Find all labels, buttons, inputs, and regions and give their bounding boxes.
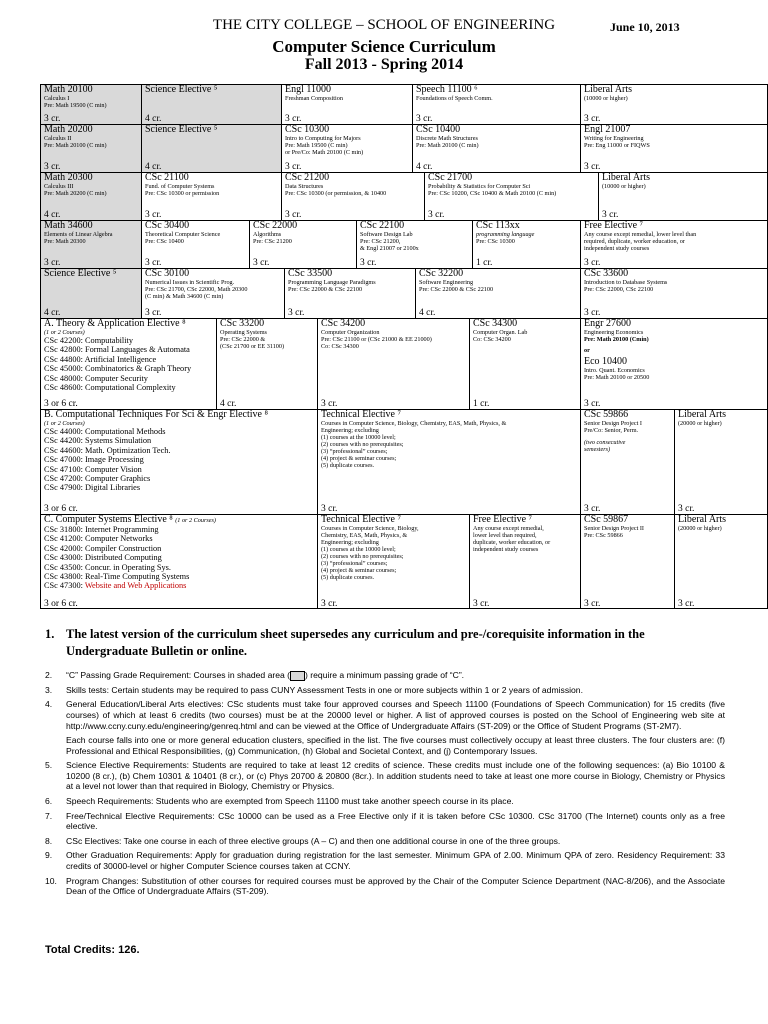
course-prereq: Pre: CSc 22000 & CSc 22100 <box>419 286 494 293</box>
course-cell-science-elective <box>41 269 142 319</box>
course-title: CSc 34200 <box>321 319 366 329</box>
course-prereq: or Pre/Co: Math 20100 (C min) <box>285 149 364 156</box>
course-desc: Any course except remedial, lower level than <box>584 231 697 238</box>
course-cell-free-elective <box>470 515 581 609</box>
note-1: 1. The latest version of the curriculum sheet supersedes any curriculum and pre-/corequisite information in the Undergraduate Bulletin or online. <box>45 627 645 658</box>
shaded-area-swatch <box>290 671 305 681</box>
course-cell-csc-21700 <box>425 173 599 221</box>
note-9: 9. Other Graduation Requirements: Apply for graduation during registration for the last semester. Minimum GPA of 2.00. Minimum QPA of zero. Residency Requirement: 33 credits of 30000-level or higher Computer Science courses taken at CCNY. <box>45 850 725 872</box>
course-cell-math-20200 <box>41 125 142 173</box>
course-title: CSc 30100 <box>145 269 190 279</box>
course-credits: 3 cr. <box>321 504 338 514</box>
course-prereq: Pre: Math 20300 <box>44 238 86 245</box>
course-credits: 3 cr. <box>145 258 162 268</box>
course-cell-science-elective <box>142 125 282 173</box>
course-note: (two consecutive <box>584 439 626 446</box>
course-credits: 3 cr. <box>145 210 162 220</box>
course-title: CSc 33200 <box>220 319 265 329</box>
course-credits: 4 cr. <box>145 162 162 172</box>
group-course-item: CSc 47200: Computer Graphics <box>44 474 151 484</box>
course-desc: (1) courses at the 10000 level; <box>321 546 396 553</box>
course-title: CSc 34300 <box>473 319 518 329</box>
course-cell-csc-59866 <box>581 410 675 515</box>
course-credits: 3 cr. <box>678 504 695 514</box>
course-title: Engr 27600 <box>584 319 631 329</box>
course-title: CSc 10300 <box>285 125 330 135</box>
course-cell-csc-30100 <box>142 269 285 319</box>
course-desc: Theoretical Computer Science <box>145 231 221 238</box>
course-cell-csc-10300 <box>282 125 413 173</box>
course-credits: 3 cr. <box>416 114 433 124</box>
course-desc: Senior Design Project I <box>584 420 642 427</box>
course-cell-csc-32200 <box>416 269 581 319</box>
course-desc: required, duplicate, worker education, or <box>584 238 685 245</box>
course-desc: Numerical Issues in Scientific Prog. <box>145 279 235 286</box>
course-prereq: (C min) & Math 34600 (C min) <box>145 293 224 300</box>
note-4: 4. General Education/Liberal Arts electives: CSc students must take four approved courses and Speech 11100 (Foundations of Speech Communication) for 15 credits (five courses) of which at least 6 credits (two courses) must be at the 20000 level or higher. A list of approved courses is posted on the School of Engineering web site at http://www.ccny.cuny.edu/engineering/genreq.html and can be viewed at the Office of Undergraduate Affairs (ST-209) or the Office of Student Programs (ST-2M7). Each course falls into one or more general education clusters, specified in the list. The five courses must collectively occupy at least three clusters. The four clusters are: (f) Professional and Ethical Responsibilities, (g) Communication, (h) Global and Societal Context, and (j) Contemporary Issues. <box>45 699 725 756</box>
group-course-item: CSc 44800: Artificial Intelligence <box>44 354 157 364</box>
course-desc: (2) courses with no prerequisites; <box>321 553 404 560</box>
course-prereq: Pre: CSc 10400 <box>145 238 184 245</box>
course-cell-csc-21100 <box>142 173 282 221</box>
note-6: 6. Speech Requirements: Students who are exempted from Speech 11100 must take another speech course in its place. <box>45 796 514 807</box>
course-prereq: Pre: CSc 22000 & CSc 22100 <box>288 286 363 293</box>
course-credits: 3 cr. <box>285 114 302 124</box>
course-desc: programming language <box>476 231 535 238</box>
course-credits: 4 cr. <box>145 114 162 124</box>
sheet-date: June 10, 2013 <box>610 20 680 34</box>
group-course-item: CSc 43500: Concur. in Operating Sys. <box>44 562 171 572</box>
course-credits: 3 cr. <box>428 210 445 220</box>
course-cell-csc-21200 <box>282 173 425 221</box>
group-course-item: CSc 44000: Computational Methods <box>44 427 166 436</box>
course-title: CSc 59866 <box>584 410 629 420</box>
course-title: CSc 30400 <box>145 221 190 231</box>
course-cell-csc-22000 <box>250 221 357 269</box>
course-cell-csc-59867 <box>581 515 675 609</box>
course-title: Liberal Arts <box>678 410 727 420</box>
course-credits: 1 cr. <box>476 258 493 268</box>
note-5: 5. Science Elective Requirements: Students are required to take at least 12 credits of science. These credits must include one of the following sequences: (a) Bio 10100 & 10200 (8 cr.), (b) Chem 10301 & 10401 (8 cr.), or (c) Phys 20700 & 20800 (8cr.). In addition students need to take at least one more course in Biology, Chemistry or Physics at a level not lower than that required in Biology, Chemistry or Physics. <box>45 760 725 792</box>
course-title: CSc 32200 <box>419 269 464 279</box>
group-course-item: CSc 47300: Website and Web Applications <box>44 581 187 591</box>
academic-years: Fall 2013 - Spring 2014 <box>304 56 464 73</box>
course-desc: Calculus I <box>44 95 70 102</box>
course-credits: 3 cr. <box>473 599 490 609</box>
course-desc: Computer Organ. Lab <box>473 329 528 336</box>
group-course-list <box>44 427 317 493</box>
course-title: Math 20200 <box>44 125 93 135</box>
course-desc: (2) courses with no prerequisites; <box>321 441 404 448</box>
course-title: Technical Elective ⁷ <box>321 410 401 420</box>
college-header: THE CITY COLLEGE – SCHOOL OF ENGINEERING <box>212 17 556 33</box>
course-title: CSc 59867 <box>584 515 629 525</box>
course-coreq: Co: CSc 34300 <box>321 343 359 350</box>
course-cell-liberal-arts <box>599 173 768 221</box>
course-desc: (20000 or higher) <box>678 525 722 532</box>
course-credits: 3 cr. <box>584 399 601 409</box>
course-title: Science Elective ⁵ <box>44 269 117 279</box>
course-cell-technical-elective <box>318 410 581 515</box>
course-cell-csc-34300 <box>470 319 581 410</box>
course-cell-csc-33200 <box>217 319 318 410</box>
course-credits: 3 cr. <box>584 504 601 514</box>
course-desc: Any course except remedial, <box>473 525 544 532</box>
course-prereq: Pre: Math 20100 or 20500 <box>584 374 650 381</box>
course-title: CSc 33500 <box>288 269 333 279</box>
course-desc: Freshman Composition <box>285 95 343 102</box>
course-desc: Introduction to Database Systems <box>584 279 668 286</box>
course-desc: Software Design Lab <box>360 231 413 238</box>
course-title: CSc 10400 <box>416 125 461 135</box>
course-desc: (5) duplicate courses. <box>321 574 375 581</box>
course-credits: 3 cr. <box>44 162 61 172</box>
course-credits: 3 cr. <box>285 162 302 172</box>
total-credits: Total Credits: 126. <box>45 944 140 956</box>
course-credits: 3 cr. <box>253 258 270 268</box>
group-course-list <box>44 525 317 581</box>
course-credits: 3 cr. <box>602 210 619 220</box>
elective-group-b <box>41 410 318 515</box>
group-course-item: CSc 44200: Systems Simulation <box>44 436 152 446</box>
course-desc: (4) project & seminar courses; <box>321 455 397 462</box>
course-prereq: Pre: CSc 22000, CSc 22100 <box>584 286 654 293</box>
course-title: Math 34600 <box>44 221 93 231</box>
group-course-item: CSc 31800: Internet Programming <box>44 525 159 534</box>
group-credits: 3 or 6 cr. <box>44 599 78 609</box>
course-cell-engl-11000 <box>282 85 413 125</box>
course-prereq: Pre: Math 20100 (Cmin) <box>584 336 649 343</box>
course-title-alt: Eco 10400 <box>584 356 628 367</box>
course-desc: Calculus II <box>44 135 72 142</box>
course-desc: Elements of Linear Algebra <box>44 231 113 238</box>
course-credits: 3 cr. <box>584 258 601 268</box>
course-cell-csc-34200 <box>318 319 470 410</box>
course-cell-science-elective <box>142 85 282 125</box>
group-course-list <box>44 336 216 392</box>
course-title: Liberal Arts <box>602 173 651 183</box>
course-prereq: Pre: CSc 21100 or (CSc 21000 & EE 21000) <box>321 336 432 343</box>
course-prereq: Pre: CSc 10200, CSc 10400 & Math 20100 (C min) <box>428 190 557 197</box>
group-course-item: CSc 47100: Computer Vision <box>44 464 142 474</box>
course-title: Free Elective ⁷ <box>473 515 533 525</box>
course-note: semesters) <box>584 446 611 453</box>
course-credits: 4 cr. <box>220 399 237 409</box>
course-cell-engl-21007 <box>581 125 768 173</box>
group-credits: 3 or 6 cr. <box>44 504 78 514</box>
group-course-item: CSc 44600: Math. Optimization Tech. <box>44 445 171 455</box>
course-credits: 3 cr. <box>44 258 61 268</box>
group-course-item: CSc 41200: Computer Networks <box>44 534 153 544</box>
group-title: C. Computer Systems Elective ⁸ (1 or 2 Courses) <box>44 515 216 525</box>
course-credits: 4 cr. <box>44 308 61 318</box>
note-10: 10. Program Changes: Substitution of other courses for required courses must be approved by the Chair of the Computer Science Department (NAC-8/206), and the Associate Dean of the Office of Undergraduate Affairs (ST-209). <box>45 875 725 897</box>
course-credits: 3 cr. <box>678 599 695 609</box>
group-subtitle: (1 or 2 Courses) <box>44 329 85 336</box>
course-prereq: Pre: CSc 21200, <box>360 238 401 245</box>
course-desc: (5) duplicate courses. <box>321 462 375 469</box>
course-title: CSc 21700 <box>428 173 473 183</box>
note-8: 8. CSc Electives: Take one course in each of three elective groups (A – C) and then one additional course in one of the three groups. <box>45 835 561 846</box>
course-prereq: Pre: CSc 59866 <box>584 532 623 539</box>
course-desc: Courses in Computer Science, Biology, Chemistry, EAS, Math, Physics, & <box>321 420 507 427</box>
course-desc: independent study courses <box>584 245 650 252</box>
course-credits: 3 cr. <box>288 308 305 318</box>
course-prereq: & Engl 21007 or 2100x <box>360 245 419 252</box>
course-desc: Engineering; excluding <box>321 539 379 546</box>
course-credits: 3 cr. <box>584 114 601 124</box>
course-prereq: Pre: Math 19500 (C min) <box>285 142 348 149</box>
course-desc: Courses in Computer Science, Biology, <box>321 525 419 532</box>
group-course-item: CSc 43000: Distributed Computing <box>44 553 162 563</box>
course-title: CSc 113xx <box>476 221 520 231</box>
course-prereq: Pre: CSc 10300 <box>476 238 515 245</box>
course-title: Liberal Arts <box>584 85 633 95</box>
course-desc: Computer Organization <box>321 329 380 336</box>
course-credits: 4 cr. <box>44 210 61 220</box>
course-cell-liberal-arts <box>675 410 768 515</box>
course-desc: Engineering; excluding <box>321 427 379 434</box>
course-cell-technical-elective <box>318 515 470 609</box>
group-title: A. Theory & Application Elective ⁸ <box>44 319 186 329</box>
course-prereq: Pre: CSc 21700, CSc 22000, Math 20300 <box>145 286 248 293</box>
course-desc: Writing for Engineering <box>584 135 644 142</box>
group-course-item: CSc 43800: Real-Time Computing Systems <box>44 572 190 582</box>
group-course-item: CSc 42800: Formal Languages & Automata <box>44 345 190 355</box>
course-desc: Data Structures <box>285 183 324 190</box>
course-credits: 3 cr. <box>321 599 338 609</box>
course-prereq: Pre/Co: Senior, Perm. <box>584 427 639 434</box>
course-cell-csc-22100 <box>357 221 473 269</box>
course-title: CSc 33600 <box>584 269 629 279</box>
course-title: Engl 21007 <box>584 125 631 135</box>
course-credits: 1 cr. <box>473 399 490 409</box>
course-cell-math-20100 <box>41 85 142 125</box>
course-desc: Intro to Computing for Majors <box>285 135 361 142</box>
curriculum-notes <box>45 626 725 897</box>
course-desc: Software Engineering <box>419 279 474 286</box>
course-title: Science Elective ⁵ <box>145 125 218 135</box>
group-course-item: CSc 47900: Digital Libraries <box>44 483 141 493</box>
course-credits: 3 cr. <box>584 599 601 609</box>
course-prereq: Pre: Eng 11000 or FIQWS <box>584 142 650 149</box>
group-course-item: CSc 48000: Computer Security <box>44 373 148 383</box>
course-title: Science Elective ⁵ <box>145 85 218 95</box>
course-desc: lower level than required, <box>473 532 537 539</box>
course-title: CSc 22100 <box>360 221 405 231</box>
course-desc: Fund. of Computer Systems <box>145 183 215 190</box>
course-credits: 3 cr. <box>145 308 162 318</box>
course-cell-csc-33500 <box>285 269 416 319</box>
course-desc: Calculus III <box>44 183 74 190</box>
curriculum-title: Computer Science Curriculum <box>272 37 496 56</box>
course-credits: 3 cr. <box>321 399 338 409</box>
course-prereq: Pre: Math 19500 (C min) <box>44 102 107 109</box>
group-credits: 3 or 6 cr. <box>44 399 78 409</box>
course-title: CSc 21200 <box>285 173 330 183</box>
course-title: Liberal Arts <box>678 515 727 525</box>
course-desc: Foundations of Speech Comm. <box>416 95 493 102</box>
curriculum-grid <box>40 84 768 609</box>
course-cell-engr-27600 <box>581 319 768 410</box>
course-desc: (20000 or higher) <box>678 420 722 427</box>
course-desc: independent study courses <box>473 546 539 553</box>
course-desc: Intro. Quant. Economics <box>584 367 645 374</box>
course-cell-math-20300 <box>41 173 142 221</box>
note-7: 7. Free/Technical Elective Requirements: CSc 10000 can be used as a Free Elective only if it is taken before CSc 10300. CSc 31700 (The Internet) counts only as a free elective. <box>45 810 725 832</box>
elective-group-a <box>41 319 217 410</box>
course-desc: (1) courses at the 10000 level; <box>321 434 396 441</box>
course-credits: 3 cr. <box>584 162 601 172</box>
course-prereq: Pre: CSc 21200 <box>253 238 292 245</box>
course-title: Technical Elective ⁷ <box>321 515 401 525</box>
course-prereq: Pre: Math 20100 (C min) <box>44 142 107 149</box>
course-cell-math-34600 <box>41 221 142 269</box>
group-course-item: CSc 42000: Compiler Construction <box>44 543 162 553</box>
course-credits: 3 cr. <box>285 210 302 220</box>
group-title: B. Computational Techniques For Sci & Engr Elective ⁸ <box>44 410 268 420</box>
course-title: Engl 11000 <box>285 85 332 95</box>
course-cell-speech-11100 <box>413 85 581 125</box>
course-prereq: (CSc 21700 or EE 31100) <box>220 343 285 350</box>
course-desc: Engineering Economics <box>584 329 644 336</box>
course-cell-csc-33600 <box>581 269 768 319</box>
group-course-item: CSc 47000: Image Processing <box>44 455 144 465</box>
course-cell-csc-113xx <box>473 221 581 269</box>
course-prereq: Pre: Math 20200 (C min) <box>44 190 107 197</box>
course-credits: 3 cr. <box>584 308 601 318</box>
course-desc: (4) project & seminar courses; <box>321 567 397 574</box>
course-cell-liberal-arts <box>675 515 768 609</box>
course-cell-csc-30400 <box>142 221 250 269</box>
course-title: Free Elective ⁷ <box>584 221 644 231</box>
course-desc: Probability & Statistics for Computer Sci <box>428 183 531 190</box>
course-desc: (3) “professional” courses; <box>321 448 388 455</box>
course-title: CSc 22000 <box>253 221 298 231</box>
course-credits: 4 cr. <box>419 308 436 318</box>
course-prereq: Pre: CSc 10300 (or permission, & 10400 <box>285 190 387 197</box>
course-title: Math 20300 <box>44 173 93 183</box>
course-desc: Programming Language Paradigms <box>288 279 376 286</box>
group-course-item: CSc 48600: Computational Complexity <box>44 383 176 393</box>
course-desc: (10000 or higher) <box>602 183 646 190</box>
or-label: or <box>584 347 590 354</box>
course-prereq: Pre: Math 20100 (C min) <box>416 142 479 149</box>
course-desc: Operating Systems <box>220 329 267 336</box>
course-title: CSc 21100 <box>145 173 189 183</box>
course-title: Math 20100 <box>44 85 93 95</box>
note-2: 2. “C” Passing Grade Requirement: Courses in shaded area ( ) require a minimum passing grade of “C”. <box>45 670 465 680</box>
group-course-item: CSc 45000: Combinatorics & Graph Theory <box>44 364 192 374</box>
course-desc: (10000 or higher) <box>584 95 628 102</box>
course-title: Speech 11100 ⁶ <box>416 85 478 95</box>
course-desc: Discrete Math Structures <box>416 135 478 142</box>
course-desc: (3) “professional” courses; <box>321 560 388 567</box>
course-desc: Algorithms <box>253 231 282 238</box>
course-credits: 3 cr. <box>44 114 61 124</box>
course-cell-liberal-arts <box>581 85 768 125</box>
note-3: 3. Skills tests: Certain students may be required to pass CUNY Assessment Tests in one or more subjects within 1 or 2 years of admission. <box>45 684 583 695</box>
group-course-item: CSc 42200: Computability <box>44 336 133 345</box>
elective-group-c <box>41 515 318 609</box>
course-credits: 4 cr. <box>416 162 433 172</box>
course-cell-csc-10400 <box>413 125 581 173</box>
course-coreq: Co: CSc 34200 <box>473 336 511 343</box>
course-prereq: Pre: CSc 10300 or permission <box>145 190 220 197</box>
course-desc: Chemistry, EAS, Math, Physics, & <box>321 532 408 539</box>
course-prereq: Pre: CSc 22000 & <box>220 336 266 343</box>
course-desc: duplicate, worker education, or <box>473 539 551 546</box>
course-cell-free-elective <box>581 221 768 269</box>
group-subtitle: (1 or 2 Courses) <box>44 420 85 427</box>
course-credits: 3 cr. <box>360 258 377 268</box>
course-desc: Senior Design Project II <box>584 525 644 532</box>
